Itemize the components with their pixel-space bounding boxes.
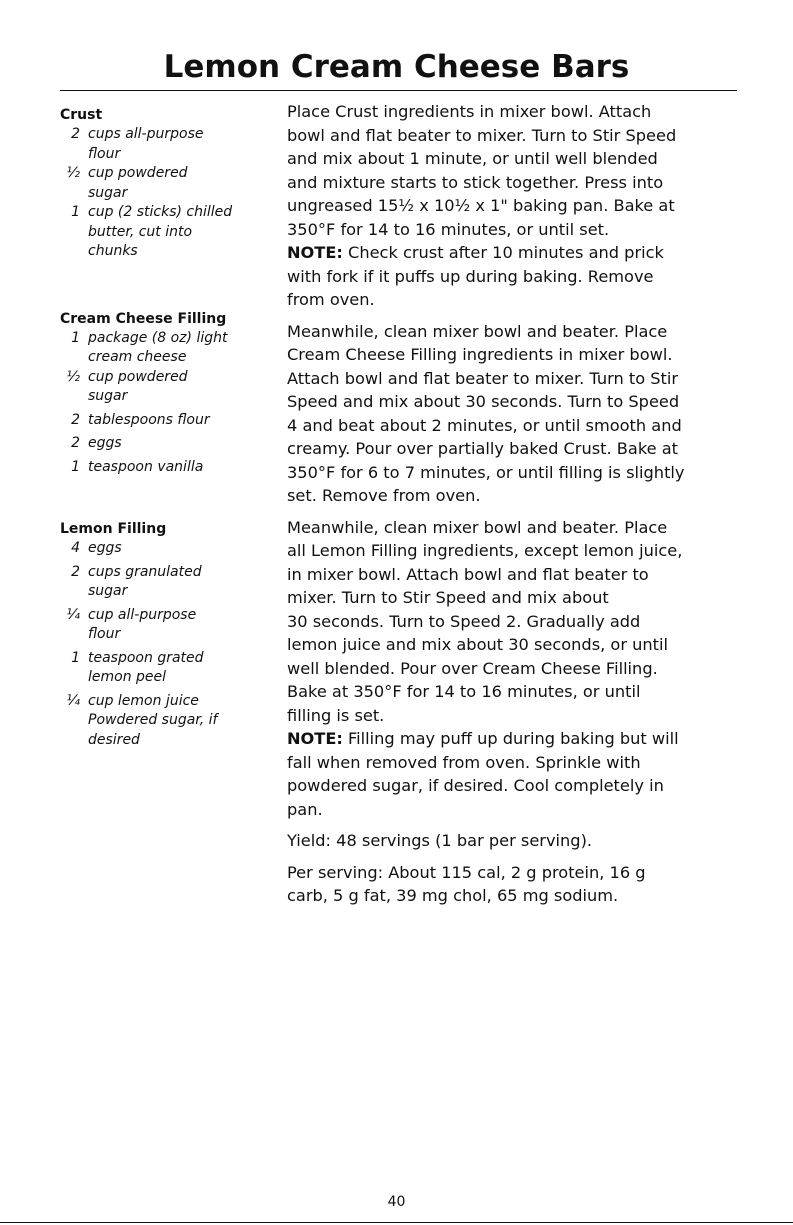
ingredient-text: teaspoon vanilla [88,458,204,475]
ingredient-text: tablespoons flour [88,411,210,428]
ingredient-qty: 2 [71,563,80,580]
ingredient-qty: 2 [71,411,80,428]
ingredient-text: teaspoon grated lemon peel [88,649,204,685]
ingredient-item [60,434,275,454]
ingredient-text: cup lemon juice [88,692,199,709]
recipe-title: Lemon Cream Cheese Bars [163,49,630,85]
ingredient-item [60,125,275,164]
ingredient-qty: 1 [71,649,80,666]
ingredient-item [60,458,275,478]
section-heading: Crust [60,107,103,123]
nutrition-text: Per serving: About 115 cal, 2 g protein, 16 g carb, 5 g fat, 39 mg chol, 65 mg sodium. [287,862,646,905]
note-text: Check crust after 10 minutes and prick with fork if it puffs up during baking. Remove from oven. [287,243,664,309]
ingredient-qty: 2 [71,435,80,451]
step-lemon: Meanwhile, clean mixer bowl and beater. Place all Lemon Filling ingredients, except lemon juice, in mixer bowl. Attach bowl and flat beater to mixer. Turn to Stir Speed and mix about 30 seconds. Turn to Speed 2. Gradually add lemon juice and mix about 30 seconds, or until well blended. Pour over Cream Cheese Filling. Bake at 350°F for 14 to 16 minutes, or until filling is set. [287,517,683,725]
ingredient-item [60,692,275,712]
instructions-column [287,100,739,916]
ingredient-item [60,203,275,262]
ingredient-item [60,368,275,407]
ingredient-qty: ½ [66,165,80,181]
ingredient-item [60,539,275,559]
step-cream-cheese: Meanwhile, clean mixer bowl and beater. Place Cream Cheese Filling ingredients in mixer bowl. Attach bowl and flat beater to mixer. Turn to Stir Speed and mix about 30 seconds. Turn to Speed 4 and beat about 2 minutes, or until smooth and creamy. Pour over partially baked Crust. Bake at 350°F for 6 to 7 minutes, or until filling is slightly set. Remove from oven. [287,321,685,505]
ingredient-text: cup (2 sticks) chilled butter, cut into chunks [88,204,233,259]
ingredient-qty: ¼ [66,692,80,709]
ingredient-text: cup powdered sugar [88,368,188,404]
ingredient-item [60,164,275,203]
note-lemon [287,727,739,821]
ingredient-qty: ½ [66,368,80,385]
ingredient-qty: 1 [71,204,80,220]
ingredient-text: eggs [88,435,122,451]
bottom-divider [0,1222,793,1223]
ingredient-item [60,563,275,602]
ingredient-item [60,649,275,688]
ingredient-qty: 4 [71,540,80,556]
ingredient-item [60,606,275,645]
ingredient-text: cup all-purpose flour [88,606,197,642]
ingredient-text: cup powdered sugar [88,165,188,201]
title-divider [60,90,737,91]
ingredient-qty: ¼ [66,606,80,623]
page-number: 40 [387,1194,406,1210]
ingredient-text: Powdered sugar, if desired [88,712,218,748]
ingredient-item [60,711,275,750]
note-crust [287,241,739,312]
ingredient-text: cups granulated sugar [88,563,202,599]
ingredient-text: cups all-purpose flour [88,126,204,162]
ingredient-text: package (8 oz) light cream cheese [88,329,228,365]
ingredient-section-lemon [60,519,275,750]
ingredient-qty: 2 [71,126,80,142]
ingredient-section-crust [60,105,275,262]
section-heading: Lemon Filling [60,521,167,537]
ingredient-qty: 1 [71,458,80,475]
ingredient-qty [60,711,88,750]
section-heading: Cream Cheese Filling [60,310,227,327]
ingredient-text: eggs [88,540,122,556]
ingredient-section-cream-cheese [60,309,275,478]
ingredient-item [60,411,275,431]
ingredient-item [60,329,275,368]
ingredient-qty: 1 [71,329,80,346]
note-label: NOTE: [287,243,343,262]
yield-text: Yield: 48 servings (1 bar per serving). [287,831,593,850]
ingredients-column [60,105,275,750]
step-crust: Place Crust ingredients in mixer bowl. Attach bowl and flat beater to mixer. Turn to Stir Speed and mix about 1 minute, or until well blended and mixture starts to stick together. Press into ungreased 15½ x 10½ x 1" baking pan. Bake at 350°F for 14 to 16 minutes, or until set. [287,102,677,239]
note-text: Filling may puff up during baking but will fall when removed from oven. Sprinkle with powdered sugar, if desired. Cool completely in pan. [287,729,679,819]
note-label: NOTE: [287,729,343,748]
